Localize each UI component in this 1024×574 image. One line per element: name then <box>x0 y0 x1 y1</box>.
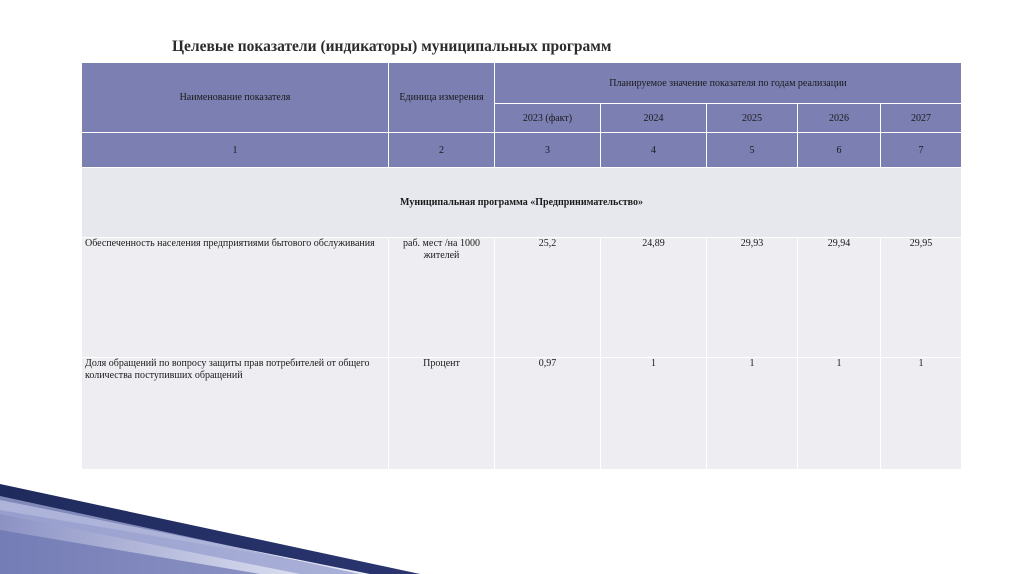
header-year: 2023 (факт) <box>495 104 601 133</box>
indicator-value: 29,94 <box>798 238 881 358</box>
header-year: 2026 <box>798 104 881 133</box>
column-numbers-row <box>82 133 962 168</box>
indicator-value: 29,95 <box>881 238 962 358</box>
indicator-value: 1 <box>798 358 881 470</box>
column-number: 7 <box>881 133 962 168</box>
indicator-value: 24,89 <box>601 238 707 358</box>
column-number: 5 <box>707 133 798 168</box>
column-number: 2 <box>389 133 495 168</box>
indicator-value: 29,93 <box>707 238 798 358</box>
indicator-value: 1 <box>601 358 707 470</box>
indicator-value: 1 <box>707 358 798 470</box>
indicator-unit: раб. мест /на 1000 жителей <box>389 238 495 358</box>
indicator-value: 25,2 <box>495 238 601 358</box>
header-row <box>82 63 962 104</box>
header-year: 2025 <box>707 104 798 133</box>
column-number: 4 <box>601 133 707 168</box>
header-name: Наименование показателя <box>82 63 389 133</box>
page-title: Целевые показатели (индикаторы) муниципальных программ <box>172 38 612 55</box>
column-number: 3 <box>495 133 601 168</box>
table-row <box>82 358 962 470</box>
slide-decoration <box>0 470 1024 574</box>
program-name: Муниципальная программа «Предпринимательство» <box>82 168 962 238</box>
indicators-table <box>81 62 962 470</box>
header-unit: Единица измерения <box>389 63 495 133</box>
header-year: 2027 <box>881 104 962 133</box>
indicator-value: 1 <box>881 358 962 470</box>
indicator-name: Доля обращений по вопросу защиты прав потребителей от общего количества поступивших обращений <box>82 358 389 470</box>
column-number: 1 <box>82 133 389 168</box>
indicator-value: 0,97 <box>495 358 601 470</box>
table-row <box>82 238 962 358</box>
program-row <box>82 168 962 238</box>
indicator-name: Обеспеченность населения предприятиями бытового обслуживания <box>82 238 389 358</box>
header-year: 2024 <box>601 104 707 133</box>
header-planned: Планируемое значение показателя по годам реализации <box>495 63 962 104</box>
column-number: 6 <box>798 133 881 168</box>
indicator-unit: Процент <box>389 358 495 470</box>
